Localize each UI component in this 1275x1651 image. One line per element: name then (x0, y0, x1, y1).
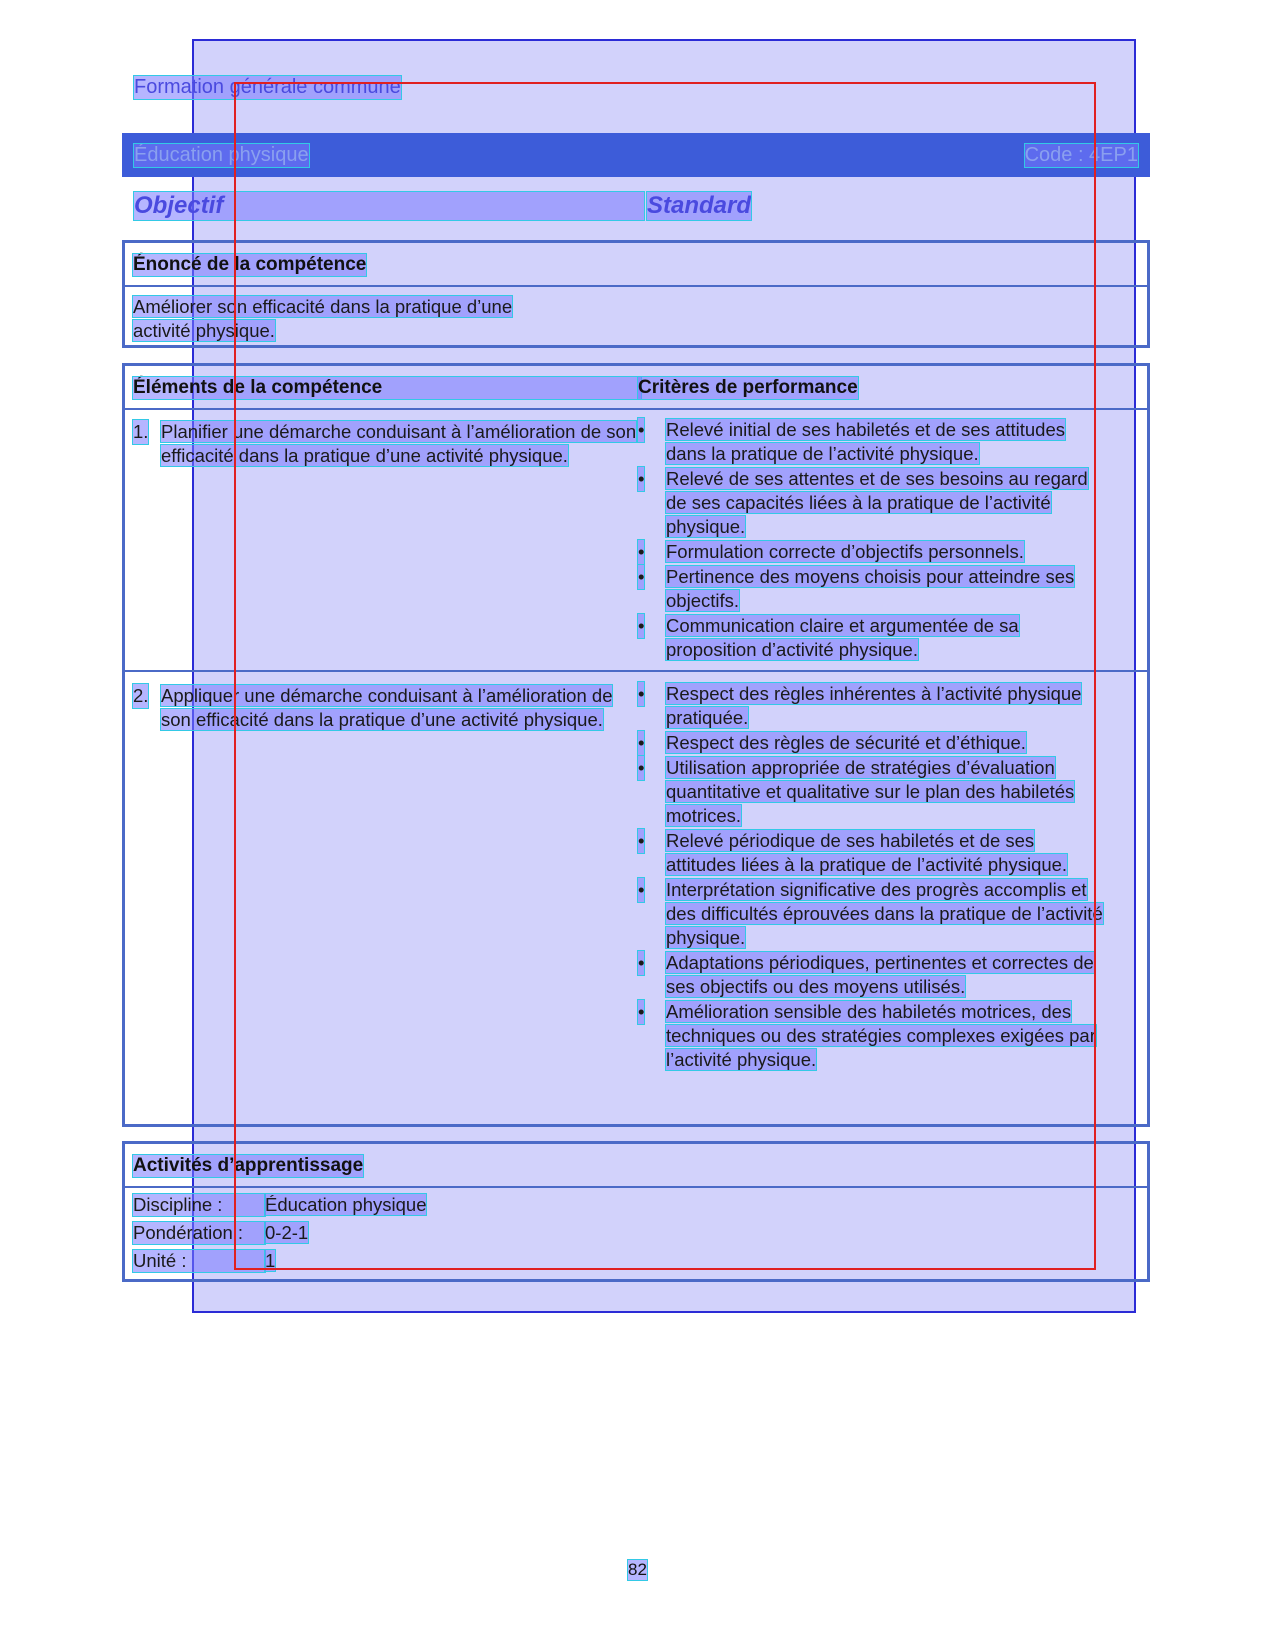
unite-label: Unité : (133, 1250, 265, 1272)
criterion-item (638, 829, 1108, 877)
criterion-text: Adaptations périodiques, pertinentes et correctes de ses objectifs ou des moyens utilisés. (666, 952, 1094, 997)
element-row-2 (125, 672, 1147, 1124)
criterion-item (638, 565, 1108, 613)
element-number: 2. (133, 685, 149, 706)
enonce-heading: Énoncé de la compétence (133, 254, 367, 275)
criterion-text: Pertinence des moyens choisis pour atteindre ses objectifs. (666, 566, 1075, 611)
criterion-item (638, 418, 1108, 466)
discipline-label: Discipline : (133, 1194, 265, 1216)
objectif-heading: Objectif (134, 192, 644, 220)
element-text: Planifier une démarche conduisant à l’amélioration de son efficacité dans la pratique d’une activité physique. (161, 421, 637, 466)
criterion-text: Respect des règles inhérentes à l’activité physique pratiquée. (666, 683, 1082, 728)
enonce-text-content: Améliorer son efficacité dans la pratique d’une activité physique. (133, 296, 513, 341)
bullet-icon: • (638, 952, 645, 973)
elements-box (122, 363, 1150, 1127)
element-1 (133, 420, 645, 468)
criterion-item (638, 731, 1108, 755)
criteria-list-1 (638, 418, 1108, 663)
criterion-text: Formulation correcte d’objectifs personnels. (666, 541, 1024, 562)
element-number: 1. (133, 421, 149, 442)
criterion-item (638, 1000, 1108, 1072)
criterion-item (638, 614, 1108, 662)
bullet-icon: • (638, 615, 645, 636)
bullet-icon: • (638, 468, 645, 489)
ponderation-label: Pondération : (133, 1222, 265, 1244)
criterion-item (638, 540, 1108, 564)
discipline-value: Éducation physique (265, 1194, 427, 1215)
standard-heading: Standard (647, 192, 752, 219)
criterion-item (638, 756, 1108, 828)
criterion-text: Utilisation appropriée de stratégies d’évaluation quantitative et qualitative sur le plan des habiletés motrices. (666, 757, 1075, 826)
criterion-text: Relevé de ses attentes et de ses besoins au regard de ses capacités liées à la pratique de l’activité physique. (666, 468, 1088, 537)
criterion-text: Communication claire et argumentée de sa proposition d’activité physique. (666, 615, 1019, 660)
criteres-heading: Critères de performance (638, 377, 858, 398)
criterion-text: Relevé initial de ses habiletés et de ses attitudes dans la pratique de l’activité physique. (666, 419, 1066, 464)
criteria-list-2 (638, 682, 1108, 1073)
bullet-icon: • (638, 683, 645, 704)
criterion-item (638, 951, 1108, 999)
page-number: 82 (628, 1560, 647, 1579)
elements-header (125, 366, 1147, 410)
criterion-text: Amélioration sensible des habiletés motrices, des techniques ou des stratégies complexes exigées par l’activité physique. (666, 1001, 1096, 1070)
discipline-banner (122, 133, 1150, 177)
bullet-icon: • (638, 830, 645, 851)
unite-line (133, 1250, 275, 1272)
criterion-text: Relevé périodique de ses habiletés et de ses attitudes liées à la pratique de l’activité physique. (666, 830, 1068, 875)
elements-heading: Éléments de la compétence (133, 377, 641, 399)
activites-box (122, 1141, 1150, 1282)
unite-value: 1 (265, 1250, 276, 1271)
criterion-item (638, 878, 1108, 950)
element-text: Appliquer une démarche conduisant à l’amélioration de son efficacité dans la pratique d’une activité physique. (161, 685, 613, 730)
discipline-line (133, 1194, 426, 1216)
criterion-item (638, 682, 1108, 730)
element-row-1 (125, 408, 1147, 672)
bullet-icon: • (638, 879, 645, 900)
criterion-text: Interprétation significative des progrès accomplis et des difficultés éprouvées dans la pratique de l’activité physique. (666, 879, 1103, 948)
bullet-icon: • (638, 1001, 645, 1022)
enonce-text (133, 295, 563, 343)
element-2 (133, 684, 645, 732)
ponderation-value: 0-2-1 (265, 1222, 309, 1243)
enonce-header (125, 243, 1147, 287)
activites-header (125, 1144, 1147, 1188)
criterion-item (638, 467, 1108, 539)
bullet-icon: • (638, 732, 645, 753)
banner-title: Éducation physique (134, 144, 309, 166)
criterion-text: Respect des règles de sécurité et d’éthique. (666, 732, 1026, 753)
bullet-icon: • (638, 419, 645, 440)
enonce-box (122, 240, 1150, 348)
banner-code: Code : 4EP1 (1024, 144, 1138, 166)
bullet-icon: • (638, 566, 645, 587)
bullet-icon: • (638, 541, 645, 562)
activites-heading: Activités d’apprentissage (133, 1155, 364, 1176)
formation-heading: Formation générale commune (134, 76, 401, 98)
bullet-icon: • (638, 757, 645, 778)
ponderation-line (133, 1222, 308, 1244)
